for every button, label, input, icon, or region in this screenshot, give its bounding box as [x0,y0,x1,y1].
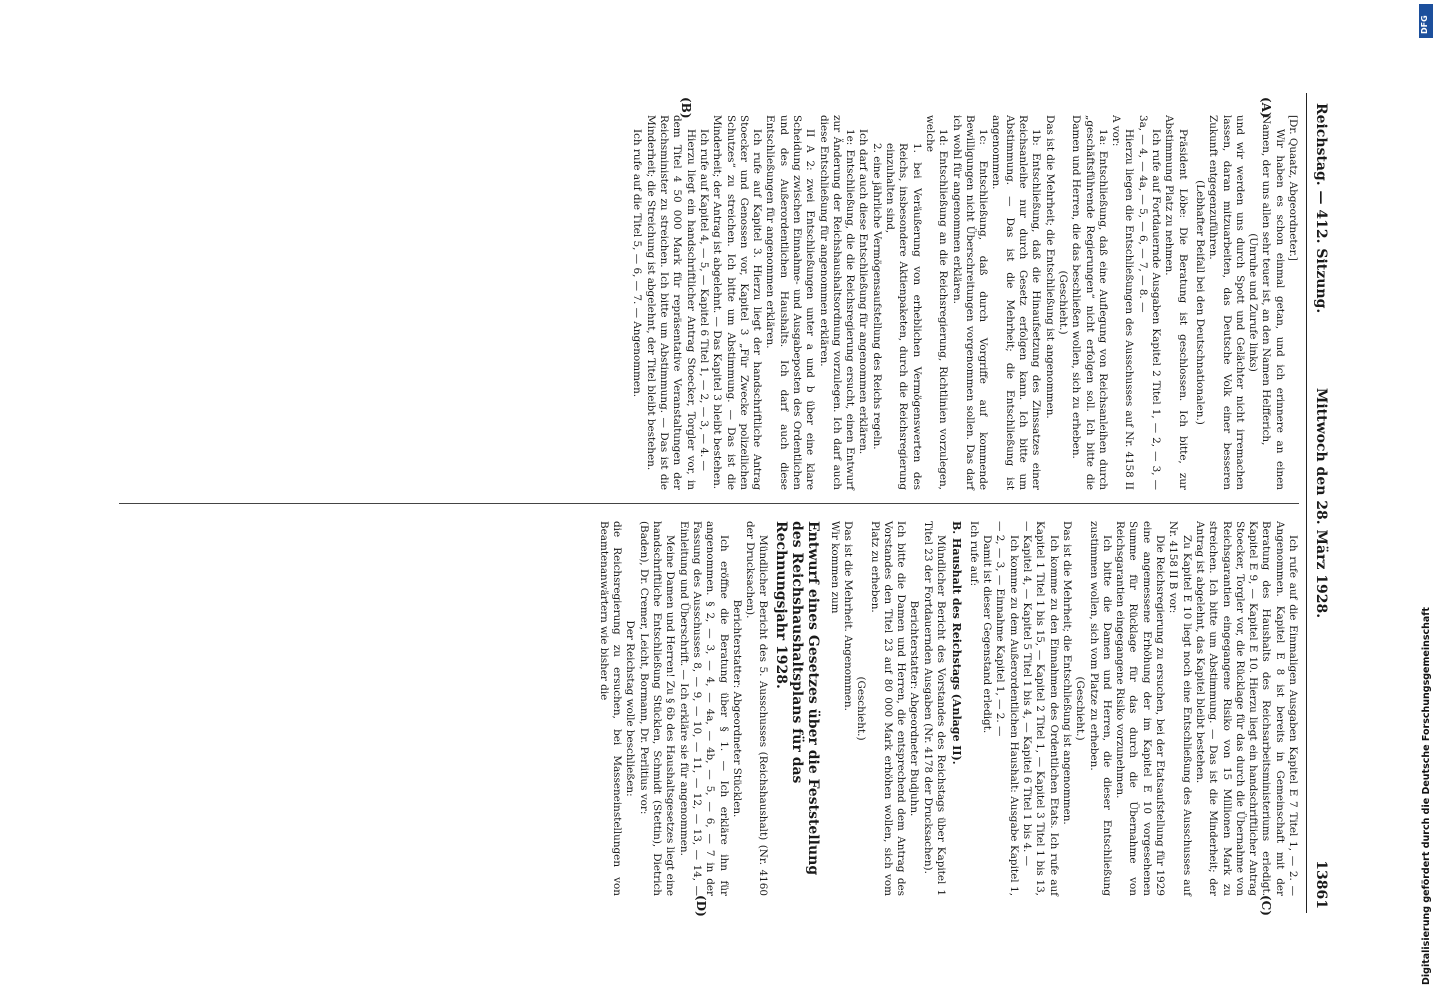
page-header [1306,93,1333,913]
document-page [98,93,1333,917]
left-column [630,115,1299,490]
paragraph: 1c: Entschließung, daß durch Vorgriffe auf kommende Bewilligungen nicht Überschreitungen vorgenommen sollen. Das darf ich wohl für angenommen erklären. [950,115,990,490]
paragraph: 1b: Entschließung, daß die Hinaufsetzung des Zinssatzes einer Reichsanleihe nur durch Gesetz erfolgen kann. Ich bitte um Abstimmung. — Das ist die Mehrheit; die Entschließung ist angenommen. [990,115,1043,490]
resolution-list [870,115,923,490]
paragraph: II A 2: zwei Entschließungen unter a und b über eine klare Scheidung zwischen Einnahme- und Ausgabeposten des Ordentlichen und des Außerordentlichen Haushalts. Ich darf auch diese Entschließungen für angenommen erklären. [764,115,817,490]
digitization-credit: Digitalisierung gefördert durch die Deutsche Forschungsgemeinschaft [1421,607,1432,985]
bill-title: Entwurf eines Gesetzes über die Feststellung des Reichshaushaltsplans für das Rechnungsjahr 1928. [773,521,822,876]
interjection: (Lebhafter Beifall bei den Deutschnationalen.) [1193,180,1206,425]
rapporteur: Berichterstatter: Abgeordneter Budjuhn. [908,600,921,817]
list-item: 1. bei Veräußerung von erheblichen Vermögenswerten des Reichs, insbesondere Aktienpaketen, durch die Reichsregierung einzuhalten sind, [884,143,923,490]
paragraph: 1e: Entschließung, die die Reichsregierung ersucht, einen Entwurf zur Änderung der Reichshaushaltsordnung vorzulegen. Ich darf auch diese Entschließung für angenommen erklären. [817,115,857,490]
paragraph: Mündlicher Bericht des Vorstandes des Reichstags über Kapitel 1 Titel 23 der Fortdauernden Ausgaben (Nr. 4178 der Drucksachen). [921,521,948,896]
speaker-continuation: [Dr. Quaatz, Abgeordneter.] [1287,115,1299,261]
paragraph: und wir werden uns durch Spott und Gelächter nicht irremachen lassen, daran mitzuarbeiten, das Deutsche Volk einer besseren Zukunft entgegenzuführen. [1207,115,1246,490]
section-heading: B. Haushalt des Reichstags (Anlage II). [949,521,963,765]
paragraph: Meine Damen und Herren! Zu § 6b des Haushaltsgesetzes liegt eine handschriftliche Entschließung Stücklen, Schmidt (Stettin), Dietrich (Baden), Dr. Cremer, Leicht, Bormann, Dr. Perlitius vor: [637,521,677,896]
paragraph: Ich komme zu dem Außerordentlichen Haushalt: Ausgabe Kapitel 1, — 2, — 3, — Einnahme Kapitel 1, — 2. — [994,521,1020,896]
paragraph: Ich rufe auf Kapitel 4, — 5, — Kapitel 6 Titel 1, — 2, — 3, — 4. — [697,129,710,471]
paragraph: Ich komme zu den Einnahmen des Ordentlichen Etats. Ich rufe auf Kapitel 1 Titel 1 bis 15, — Kapitel 2 Titel 1, — Kapitel 3 Titel 1 bis 13, — Kapitel 4, — Kapitel 5 Titel 1 bis 4, — Kapitel 6 Titel 1 bis 4. — [1021,521,1060,896]
paragraph: Das ist die Mehrheit; die Entschließung ist angenommen. [1060,521,1073,825]
paragraph: Ich darf auch diese Entschließung für angenommen erklären. [857,129,870,455]
paragraph: Ich rufe auf Kapitel 3. Hierzu liegt der handschriftliche Antrag Stoecker und Genossen vor, Kapitel 3 „Für Zwecke polizeilichen Schutzes“ zu streichen. Ich bitte um Abstimmung. — Das ist die Minderheit; der Antrag ist abgelehnt. — Das Kapitel 3 bleibt bestehen. [711,115,764,490]
margin-marker-c: (C) [1259,895,1273,916]
president-statement: Präsident Löbe: Die Beratung ist geschlossen. Ich bitte, zur Abstimmung Platz zu nehmen. [1163,115,1189,490]
paragraph: Zu Kapitel E 10 liegt noch eine Entschließung des Ausschusses auf Nr. 4158 II B vor: [1167,521,1193,896]
page-number: 13861 [1313,860,1329,909]
interjection: (Geschieht.) [855,676,868,741]
paragraph: Mündlicher Bericht des 5. Ausschusses (Reichshaushalt) (Nr. 4160 der Drucksachen). [744,521,770,896]
paragraph: Ich rufe auf Fortdauernde Ausgaben Kapitel 2 Titel 1, — 2, — 3, — 3a, — 4, — 4a, — 5, — 6, — 7, — 8. — [1136,115,1163,490]
paragraph: 1d: Entschließung an die Reichsregierung, Richtlinien vorzulegen, welche [923,115,950,490]
dfg-logo-text: DFG [1420,15,1429,34]
right-column [597,521,1299,896]
paragraph: Ich bitte die Damen und Herren, die dieser Entschließung zustimmen wollen, sich vom Platze zu erheben. [1087,521,1113,896]
margin-marker-a: (A) [1259,97,1273,118]
margin-marker-d: (D) [694,895,708,917]
paragraph: Ich eröffne die Beratung über § 1. — Ich erkläre ihn für angenommen. § 2, — 3, — 4, — 4a, — 4b, — 5, — 6, — 7 in der Fassung des Ausschusses 8, — 9, — 10, — 11, — 12, — 13, — 14, — Einleitung und Überschrift. — Ich erkläre sie für angenommen. [677,521,730,896]
paragraph: Ich rufe auf die Einmaligen Ausgaben Kapitel E 7 Titel 1, — 2. — Angenommen. Kapitel E 8 ist bereits in Gemeinschaft mit der Beratung des Haushalts des Reichsarbeitsministeriums erledigt. Kapitel E 9, — Kapitel E 10. Hierzu liegt ein handschriftlicher Antrag Stoecker, Torgler vor, die Rücklage für das durch die Übernahme von Reichsgarantien eingegangene Risiko von 15 Millionen Mark zu streichen. Ich bitte um Abstimmung. — Das ist die Minderheit; der Antrag ist abgelehnt, das Kapitel bleibt bestehen. [1193,521,1299,896]
header-date: Mittwoch den 28. März 1928. [1313,387,1329,619]
paragraph: Hierzu liegt ein handschriftlicher Antrag Stoecker, Torgler vor, in dem Titel 4 50 000 Mark für repräsentative Veranstaltungen der Reichsminister zu streichen. Ich bitte um Abstimmung. — Das ist die Minderheit; die Streichung ist abgelehnt, der Titel bleibt bestehen. [644,115,697,490]
paragraph: Das ist die Mehrheit. Angenommen. [842,521,854,711]
interjection: (Unruhe und Zurufe links) [1247,233,1260,372]
interjection: (Geschieht.) [1056,270,1069,335]
paragraph: Damit ist dieser Gegenstand erledigt. [981,535,994,734]
paragraph: 1a: Entschließung, daß eine Auflegung von Reichsanleihen durch „geschäftsführende Regierungen“ nicht erfolgen soll. Ich bitte die Damen und Herren, die das beschließen wollen, sich zu erheben. [1070,115,1109,490]
paragraph: Das ist die Mehrheit; die Entschließung ist angenommen. [1043,115,1056,419]
dfg-logo [1419,4,1433,38]
paragraph: Wir haben es schon einmal getan, und ich erinnere an einen Namen, der uns allen sehr teuer ist, an den Namen Helfferich, [1260,115,1286,490]
resolution-text: Die Reichsregierung zu ersuchen, bei der Etatsaufstellung für 1929 eine angemessene Erhöhung der im Kapitel E 10 vorgesehenen Summe für Rücklage für das durch die Übernahme von Reichsgarantien eingegangene Risiko vorzunehmen. [1114,521,1167,896]
paragraph: Wir kommen zum [828,521,841,614]
paragraph: die Reichsregierung zu ersuchen, bei Masseneinstellungen von Beamtenanwärtern wie bisher die [597,521,624,896]
paragraph: Der Reichstag wolle beschließen: [624,620,637,797]
header-session: Reichstag. — 412. Sitzung. [1313,103,1329,314]
paragraph: Hierzu liegen die Entschließungen des Ausschusses auf Nr. 4158 II A vor: [1110,115,1136,490]
interjection: (Geschieht.) [1074,676,1087,741]
rapporteur: Berichterstatter: Abgeordneter Stücklen. [730,599,743,818]
paragraph: Ich rufe auf: [967,521,980,587]
margin-marker-b: (B) [679,97,693,119]
paragraph: Ich bitte die Damen und Herren, die entsprechend dem Antrag des Vorstandes den Titel 23 auf 80 000 Mark erhöhen wollen, sich vom Platz zu erheben. [868,521,908,896]
paragraph: Ich rufe auf die Titel 5, — 6, — 7. — Angenommen. [631,129,644,398]
list-item: 2. eine jährliche Vermögensaufstellung des Reichs regeln. [870,143,883,450]
column-divider [119,503,1299,504]
